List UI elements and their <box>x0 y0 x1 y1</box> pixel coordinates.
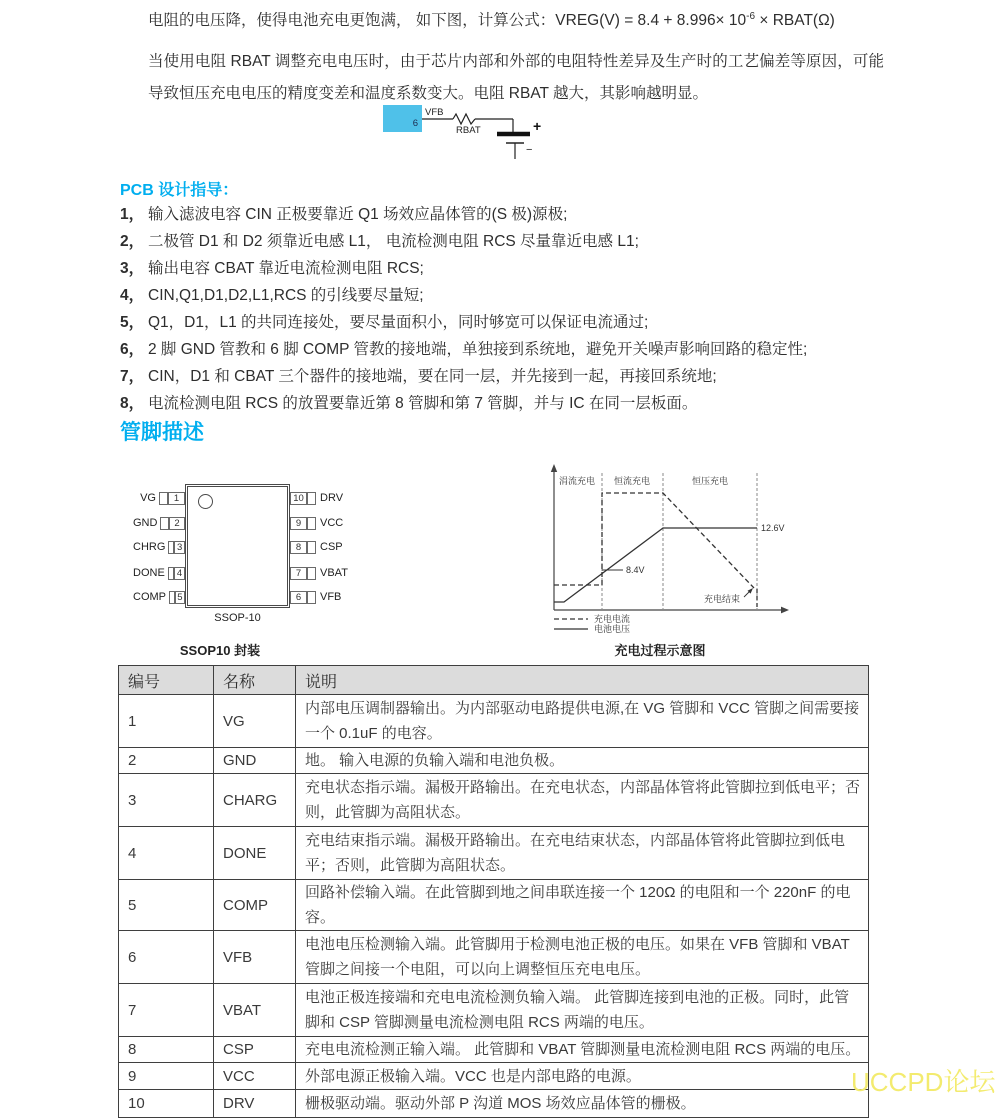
pin-pad <box>307 541 316 554</box>
table-row <box>119 774 869 827</box>
item-text: CIN,Q1,D1,D2,L1,RCS 的引线要尽量短; <box>148 287 424 304</box>
item-number: 3， <box>120 260 145 277</box>
pin1-indicator-circle <box>198 494 213 509</box>
charging-process-chart <box>548 461 870 635</box>
charge-end-label: 充电结束 <box>704 594 741 604</box>
item-number: 8， <box>120 395 145 412</box>
pcb-guide-item <box>120 228 890 255</box>
pin-number-cell: 3 <box>119 774 214 827</box>
header-number: 编号 <box>119 666 214 695</box>
formula-exponent: -6 <box>746 10 756 22</box>
pin-desc-cell: 充电结束指示端。漏极开路输出。在充电结束状态，内部晶体管将此管脚拉到低电平；否则，此管脚为高阻状态。 <box>296 827 869 880</box>
pin-number-cell: 10 <box>119 1090 214 1118</box>
pin-number-cell: 6 <box>119 931 214 984</box>
pin-description-heading: 管脚描述 <box>120 421 204 444</box>
precharge-voltage-label: 8.4V <box>626 565 645 575</box>
pin-number-cell: 8 <box>119 1037 214 1063</box>
pin-name: VBAT <box>320 567 348 579</box>
pcb-guide-item <box>120 255 890 282</box>
pin-row-7 <box>290 566 363 580</box>
pin-number: 1 <box>168 492 185 505</box>
pin-description-table <box>118 665 869 1118</box>
pin-name: GND <box>133 517 158 529</box>
x-axis-arrow <box>781 607 789 614</box>
pin-number: 7 <box>290 567 307 580</box>
pin-name: CHRG <box>133 541 166 553</box>
pcb-guide-item <box>120 309 890 336</box>
region-label-cv: 恒压充电 <box>691 476 729 486</box>
table-row <box>119 880 869 931</box>
pin6-number: 6 <box>412 118 418 129</box>
cv-voltage-label: 12.6V <box>761 523 785 533</box>
pin-desc-cell: 内部电压调制器输出。为内部驱动电路提供电源,在 VG 管脚和 VCC 管脚之间需要接一个 0.1uF 的电容。 <box>296 695 869 748</box>
chart-figure-caption: 充电过程示意图 <box>614 643 706 658</box>
pin-name-cell: VCC <box>214 1063 296 1090</box>
item-number: 7， <box>120 368 145 385</box>
pin-row-6 <box>290 590 363 604</box>
pin-desc-cell: 地。 输入电源的负输入端和电池负极。 <box>296 748 869 774</box>
pin-number: 9 <box>290 517 307 530</box>
pin-number-cell: 2 <box>119 748 214 774</box>
forum-watermark: UCCPD论坛 <box>851 1067 995 1097</box>
pin-row-2 <box>133 516 185 530</box>
item-text: 二极管 D1 和 D2 须靠近电感 L1， 电流检测电阻 RCS 尽量靠近电感 L1; <box>148 233 639 250</box>
rbat-label: RBAT <box>456 125 481 136</box>
table-row <box>119 1090 869 1118</box>
pin-name: CSP <box>320 541 343 553</box>
pin-desc-cell: 外部电源正极输入端。VCC 也是内部电路的电源。 <box>296 1063 869 1090</box>
pin-number: 3 <box>174 541 185 554</box>
intro-paragraph: 当使用电阻 RBAT 调整充电电压时，由于芯片内部和外部的电阻特性差异及生产时的工艺偏差等原因，可能导致恒压充电电压的精度变差和温度系数变大。电阻 RBAT 越大，其影响越明显。 <box>148 53 884 102</box>
pcb-guide-item <box>120 336 890 363</box>
vfb-rbat-circuit-figure <box>378 100 553 168</box>
item-number: 6， <box>120 341 145 358</box>
pin-pad <box>307 492 316 505</box>
pcb-guide-item <box>120 390 890 417</box>
pin-pad <box>307 591 316 604</box>
pin-pad <box>159 492 168 505</box>
pin-pad <box>160 517 169 530</box>
pin-row-10 <box>290 491 363 505</box>
pin-name-cell: CHARG <box>214 774 296 827</box>
item-text: CIN，D1 和 CBAT 三个器件的接地端，要在同一层，并先接到一起，再接回系统地; <box>148 368 717 385</box>
item-text: 电流检测电阻 RCS 的放置要靠近第 8 管脚和第 7 管脚，并与 IC 在同一层板面。 <box>148 395 698 412</box>
chip-figure-caption: SSOP10 封装 <box>179 643 261 658</box>
pin-name: VG <box>140 492 156 504</box>
pin-number-cell: 5 <box>119 880 214 931</box>
pin-name-cell: GND <box>214 748 296 774</box>
pin-row-4 <box>133 566 185 580</box>
pin-number: 8 <box>290 541 307 554</box>
formula-pre: 电阻的电压降，使得电池充电更饱满， 如下图，计算公式：VREG(V) = 8.4 + 8.996× 10 <box>148 12 747 29</box>
pin-name-cell: CSP <box>214 1037 296 1063</box>
table-row <box>119 748 869 774</box>
battery-plus-sign: + <box>533 118 542 134</box>
pin-desc-cell: 充电电流检测正输入端。 此管脚和 VBAT 管脚测量电流检测电阻 RCS 两端的电压。 <box>296 1037 869 1063</box>
pin-name-cell: DONE <box>214 827 296 880</box>
pin-name: DONE <box>133 567 165 579</box>
region-label-trickle: 涓流充电 <box>558 476 596 486</box>
table-row <box>119 1063 869 1090</box>
pcb-guide-item <box>120 201 890 228</box>
header-name: 名称 <box>214 666 296 695</box>
pin-desc-cell: 电池电压检测输入端。此管脚用于检测电池正极的电压。如果在 VFB 管脚和 VBAT 管脚之间接一个电阻，可以向上调整恒压充电电压。 <box>296 931 869 984</box>
pin-number-cell: 9 <box>119 1063 214 1090</box>
pin-name-cell: DRV <box>214 1090 296 1118</box>
table-row <box>119 984 869 1037</box>
pin-name-cell: VBAT <box>214 984 296 1037</box>
item-number: 4， <box>120 287 145 304</box>
pin-number-cell: 1 <box>119 695 214 748</box>
pin-name: VCC <box>320 517 344 529</box>
pin-number-cell: 7 <box>119 984 214 1037</box>
chip-pinout-diagram <box>133 478 363 630</box>
vfb-pin-label: VFB <box>425 107 444 118</box>
table-row <box>119 1037 869 1063</box>
pin-row-5 <box>133 590 185 604</box>
pin-desc-cell: 充电状态指示端。漏极开路输出。在充电状态，内部晶体管将此管脚拉到低电平；否则，此管脚为高阻状态。 <box>296 774 869 827</box>
pin-name-cell: COMP <box>214 880 296 931</box>
package-name: SSOP-10 <box>214 612 261 624</box>
battery-minus-sign: − <box>526 144 533 156</box>
pin-desc-cell: 电池正极连接端和充电电流检测负输入端。 此管脚连接到电池的正极。同时，此管脚和 CSP 管脚测量电流检测电阻 RCS 两端的电压。 <box>296 984 869 1037</box>
pin-pad <box>307 517 316 530</box>
pin-row-9 <box>290 516 363 530</box>
pin-name: COMP <box>133 591 166 603</box>
pin-number: 10 <box>290 492 307 505</box>
table-header-row <box>119 666 869 695</box>
legend-current-label: 充电电流 <box>594 614 631 624</box>
pin-number: 5 <box>175 591 185 604</box>
pin-number: 2 <box>169 517 185 530</box>
pin-desc-cell: 回路补偿输入端。在此管脚到地之间串联连接一个 120Ω 的电阻和一个 220nF 的电容。 <box>296 880 869 931</box>
pin-desc-cell: 栅极驱动端。驱动外部 P 沟道 MOS 场效应晶体管的栅极。 <box>296 1090 869 1118</box>
item-number: 5， <box>120 314 145 331</box>
intro-formula-line <box>148 8 835 30</box>
item-text: 输出电容 CBAT 靠近电流检测电阻 RCS; <box>148 260 424 277</box>
table-row <box>119 827 869 880</box>
y-axis-arrow <box>551 464 557 472</box>
item-text: 输入滤波电容 CIN 正极要靠近 Q1 场效应晶体管的(S 极)源极; <box>148 206 568 223</box>
pin-name: DRV <box>320 492 344 504</box>
pin-number-cell: 4 <box>119 827 214 880</box>
chip-body <box>185 484 290 608</box>
item-number: 1， <box>120 206 145 223</box>
region-label-cc: 恒流充电 <box>613 476 651 486</box>
pin-row-8 <box>290 540 363 554</box>
item-number: 2， <box>120 233 145 250</box>
pcb-guide-heading: PCB 设计指导： <box>120 182 239 199</box>
formula-post: × RBAT(Ω) <box>755 12 835 29</box>
pcb-guide-list <box>120 201 890 417</box>
pcb-guide-item <box>120 363 890 390</box>
charge-current-curve <box>554 493 754 588</box>
item-text: Q1，D1，L1 的共同连接处，要尽量面积小，同时够宽可以保证电流通过; <box>148 314 649 331</box>
table-row <box>119 931 869 984</box>
item-text: 2 脚 GND 管教和 6 脚 COMP 管教的接地端，单独接到系统地，避免开关噪声影响回路的稳定性; <box>148 341 808 358</box>
table-row <box>119 695 869 748</box>
resistor-symbol <box>453 114 475 124</box>
pcb-guide-item <box>120 282 890 309</box>
pin-number: 6 <box>290 591 307 604</box>
pin-number: 4 <box>174 567 185 580</box>
legend-voltage-label: 电池电压 <box>594 624 631 634</box>
pin-name: VFB <box>320 591 342 603</box>
pin-row-1 <box>133 491 185 505</box>
pin-name-cell: VFB <box>214 931 296 984</box>
pin-name-cell: VG <box>214 695 296 748</box>
pin-pad <box>307 567 316 580</box>
battery-voltage-curve <box>554 528 757 602</box>
pin-row-3 <box>133 540 185 554</box>
header-description: 说明 <box>296 666 869 695</box>
